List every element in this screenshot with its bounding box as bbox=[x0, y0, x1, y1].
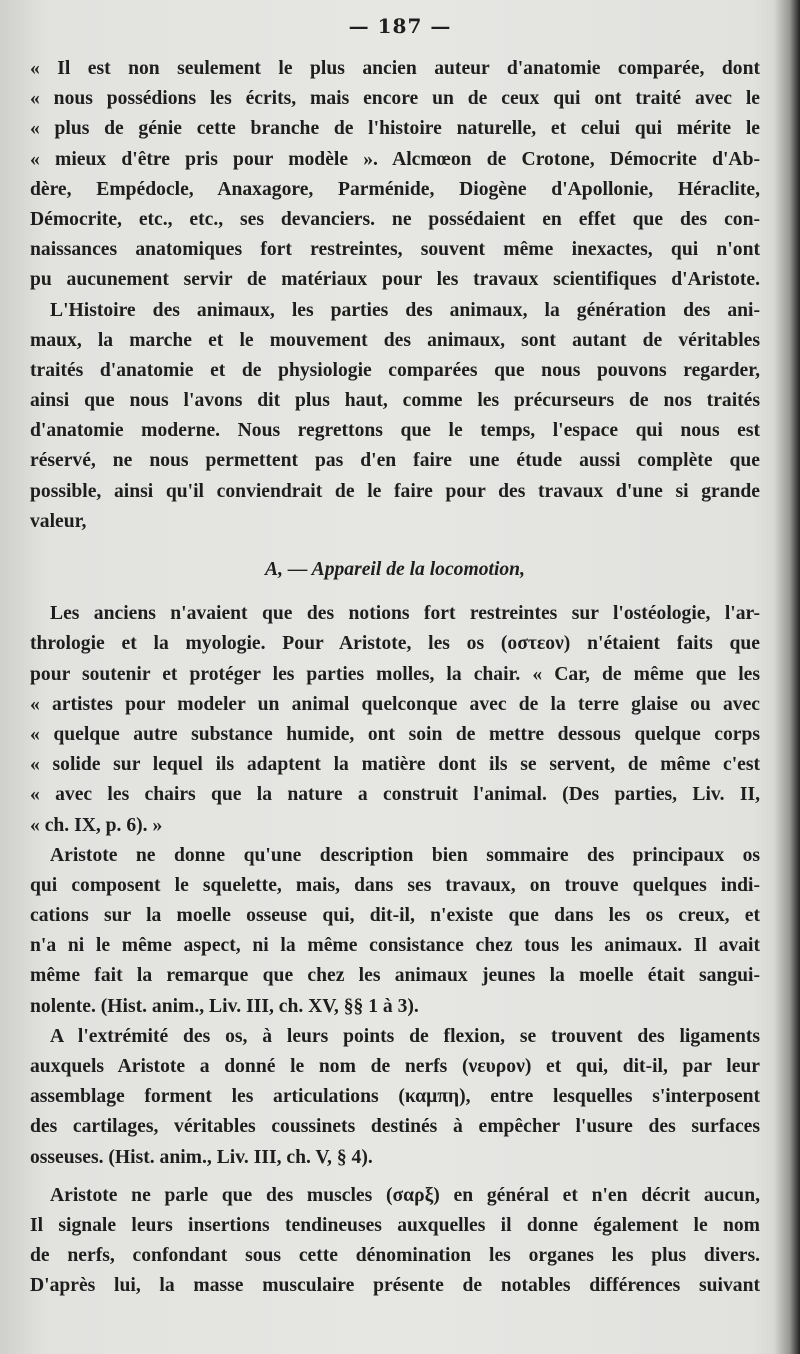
paragraph-gap bbox=[30, 1173, 760, 1181]
text-line: nolente. (Hist. anim., Liv. III, ch. XV, §§ 1 à 3). bbox=[30, 995, 419, 1017]
text-line: ainsi que nous l'avons dit plus haut, comme les précurseurs de nos traités bbox=[30, 390, 760, 412]
page-edge-shadow bbox=[774, 0, 800, 1354]
text-line: D'après lui, la masse musculaire présente de notables différences suivant bbox=[30, 1275, 760, 1297]
text-line: « nous possédions les écrits, mais encore un de ceux qui ont traité avec le bbox=[30, 88, 760, 110]
text-line: pour soutenir et protéger les parties molles, la chair. « Car, de même que les bbox=[30, 663, 760, 685]
text-line: « artistes pour modeler un animal quelconque avec de la terre glaise ou avec bbox=[30, 693, 760, 715]
text-line: réservé, ne nous permettent pas d'en faire une étude aussi complète que bbox=[30, 450, 760, 472]
text-line: Aristote ne parle que des muscles (σαρξ) en général et n'en décrit aucun, bbox=[50, 1184, 760, 1206]
text-line: valeur, bbox=[30, 510, 87, 532]
text-line: dère, Empédocle, Anaxagore, Parménide, Diogène d'Apollonie, Héraclite, bbox=[30, 178, 760, 200]
text-line: « avec les chairs que la nature a construit l'animal. (Des parties, Liv. II, bbox=[30, 784, 760, 806]
text-line: « Il est non seulement le plus ancien auteur d'anatomie comparée, dont bbox=[30, 58, 760, 79]
text-line: naissances anatomiques fort restreintes, souvent même inexactes, qui n'ont bbox=[30, 239, 760, 261]
text-line: des cartilages, véritables coussinets destinés à empêcher l'usure des surfaces bbox=[30, 1116, 760, 1138]
text-line: osseuses. (Hist. anim., Liv. III, ch. V, § 4). bbox=[30, 1146, 373, 1168]
text-line: « quelque autre substance humide, ont soin de mettre dessous quelque corps bbox=[30, 723, 760, 745]
text-line: possible, ainsi qu'il conviendrait de le faire pour des travaux d'une si grande bbox=[30, 480, 760, 502]
text-line: pu aucunement servir de matériaux pour les travaux scientifiques d'Aristote. bbox=[30, 269, 760, 291]
text-line: Aristote ne donne qu'une description bien sommaire des principaux os bbox=[50, 844, 760, 866]
text-line: même fait la remarque que chez les animaux jeunes la moelle était sangui- bbox=[30, 965, 760, 987]
text-line: d'anatomie moderne. Nous regrettons que le temps, l'espace qui nous est bbox=[30, 420, 760, 442]
text-line: « plus de génie cette branche de l'histoire naturelle, et celui qui mérite le bbox=[30, 118, 760, 140]
text-line: cations sur la moelle osseuse qui, dit-il, n'existe que dans les os creux, et bbox=[30, 905, 760, 927]
text-line: n'a ni le même aspect, ni la même consistance chez tous les animaux. Il avait bbox=[30, 935, 760, 957]
text-line: Démocrite, etc., etc., ses devanciers. ne possédaient en effet que des con- bbox=[30, 208, 760, 230]
text-line: qui composent le squelette, mais, dans ses travaux, on trouve quelques indi- bbox=[30, 874, 760, 896]
text-line: thrologie et la myologie. Pour Aristote, les os (οστεον) n'étaient faits que bbox=[30, 633, 760, 655]
text-line: maux, la marche et le mouvement des animaux, sont autant de véritables bbox=[30, 329, 760, 351]
text-line: traités d'anatomie et de physiologie comparées que nous pouvons regarder, bbox=[30, 359, 760, 381]
text-line: « solide sur lequel ils adaptent la matière dont ils se servent, de même c'est bbox=[30, 754, 760, 776]
text-line: L'Histoire des animaux, les parties des animaux, la génération des ani- bbox=[50, 299, 760, 321]
text-line: Les anciens n'avaient que des notions fort restreintes sur l'ostéologie, l'ar- bbox=[50, 603, 760, 625]
text-line: A l'extrémité des os, à leurs points de flexion, se trouvent des ligaments bbox=[50, 1025, 760, 1047]
text-line: Il signale leurs insertions tendineuses auxquelles il donne également le nom bbox=[30, 1214, 760, 1236]
page-number: — 187 — bbox=[348, 14, 452, 38]
text-line: « mieux d'être pris pour modèle ». Alcmœon de Crotone, Démocrite d'Ab- bbox=[30, 148, 760, 170]
text-line: auxquels Aristote a donné le nom de nerfs (νευρον) et qui, dit-il, par leur bbox=[30, 1056, 760, 1077]
body-text bbox=[30, 54, 760, 1302]
text-line: assemblage forment les articulations (καμπη), entre lesquelles s'interposent bbox=[30, 1086, 760, 1108]
section-heading: A, — Appareil de la locomotion, bbox=[265, 559, 525, 580]
text-line: de nerfs, confondant sous cette dénomination les organes les plus divers. bbox=[30, 1245, 760, 1267]
text-line: « ch. IX, p. 6). » bbox=[30, 814, 163, 836]
